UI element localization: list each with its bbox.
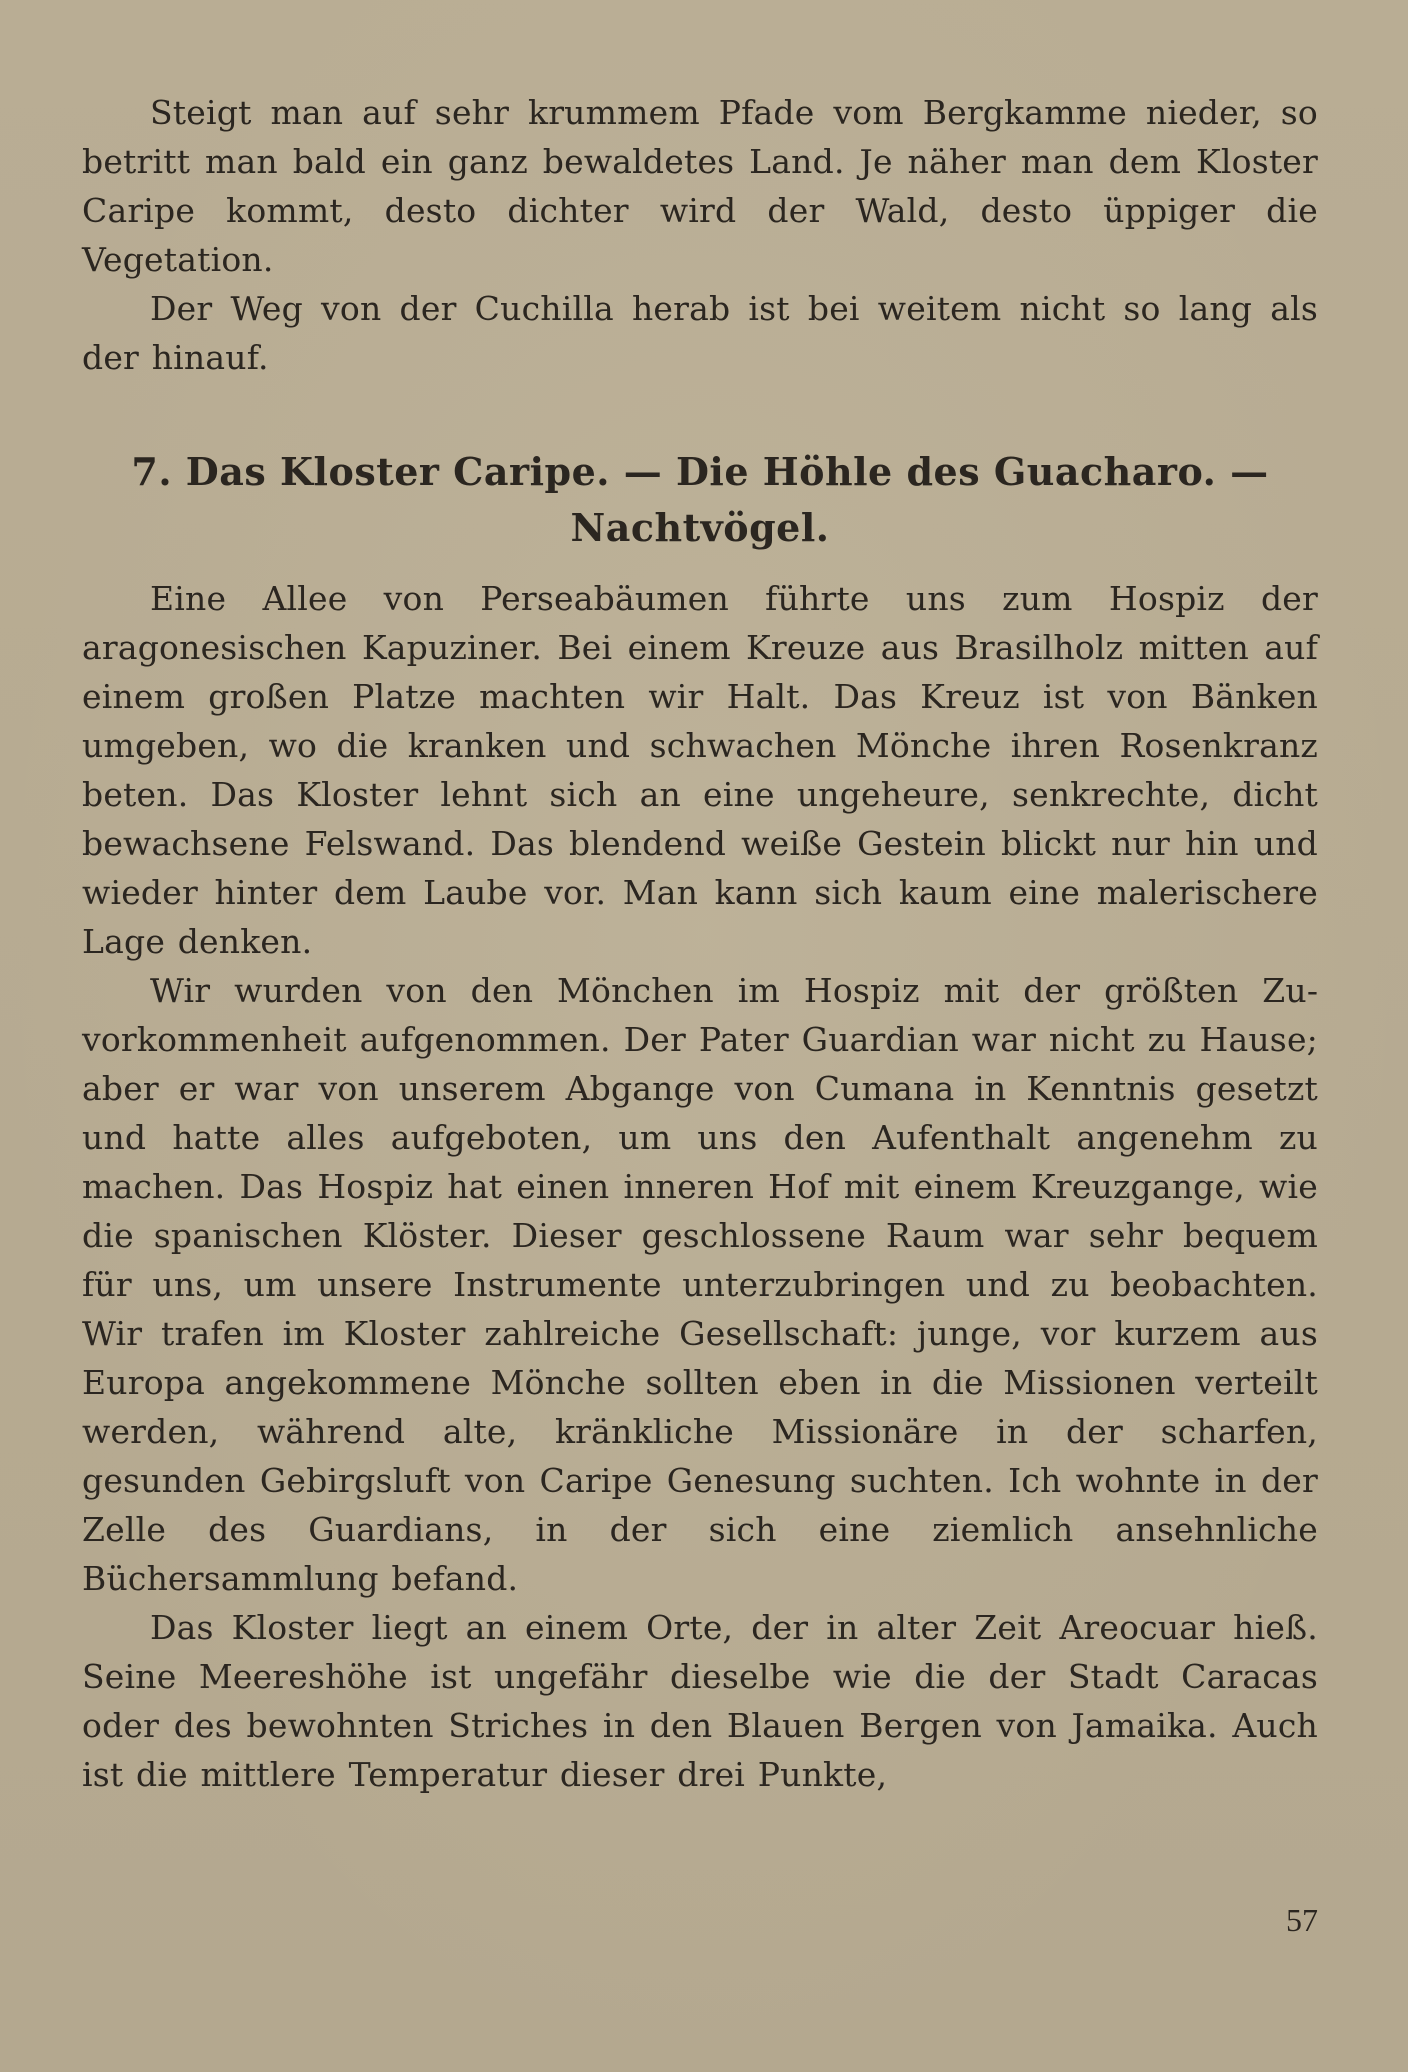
body-paragraph-2: Wir wurden von den Mönchen im Hospiz mit der größten Zuvorkommenheit aufgenommen. Der Pater Guardian war nicht zu Hause; aber er war von unserem Abgange von Cumana in Kenntnis gesetzt und hatte alles aufgeboten, um uns den Aufenthalt angenehm zu machen. Das Hospiz hat einen inneren Hof mit einem Kreuzgange, wie die spanischen Klöster. Dieser geschlossene Raum war sehr bequem für uns, um unsere Instrumente unterzubringen und zu beobachten. Wir trafen im Kloster zahlreiche Gesellschaft: junge, vor kurzem aus Europa angekommene Mönche sollten eben in die Missionen verteilt werden, während alte, kränkliche Missionäre in der scharfen, gesunden Gebirgsluft von Caripe Genesung suchten. Ich wohnte in der Zelle des Guardians, in der sich eine ziemlich ansehnliche Büchersammlung befand. — [82, 971, 1318, 1598]
body-paragraph-1: Eine Allee von Perseabäumen führte uns zum Hospiz der aragonesischen Kapuziner. Bei einem Kreuze aus Brasilholz mitten auf einem großen Platze machten wir Halt. Das Kreuz ist von Bänken umgeben, wo die kranken und schwachen Mönche ihren Rosenkranz beten. Das Kloster lehnt sich an eine ungeheure, senkrechte, dicht bewachsene Felswand. Das blendend weiße Gestein blickt nur hin und wieder hinter dem Laube vor. Man kann sich kaum eine malerischere Lage denken. — [82, 579, 1318, 961]
intro-paragraph-1: Steigt man auf sehr krummem Pfade vom Bergkamme nieder, so betritt man bald ein ganz bewaldetes Land. Je näher man dem Kloster Caripe kommt, desto dichter wird der Wald, desto üppiger die Vegetation. — [82, 93, 1318, 279]
chapter-heading-line-2: Nachtvögel. — [570, 505, 830, 550]
chapter-heading-line-1: 7. Das Kloster Caripe. — Die Höhle des Guacharo. — — [131, 449, 1269, 494]
page-number: 57 — [1286, 1902, 1318, 1938]
chapter-heading — [82, 444, 1318, 556]
intro-paragraph-2: Der Weg von der Cuchilla herab ist bei weitem nicht so lang als der hinauf. — [82, 289, 1318, 377]
book-page — [82, 88, 1318, 1799]
body-paragraph-3: Das Kloster liegt an einem Orte, der in alter Zeit Areocuar hieß. Seine Meereshöhe ist ungefähr dieselbe wie die der Stadt Caracas oder des bewohnten Striches in den Blauen Bergen von Jamaika. Auch ist die mittlere Temperatur dieser drei Punkte, — [82, 1608, 1318, 1794]
